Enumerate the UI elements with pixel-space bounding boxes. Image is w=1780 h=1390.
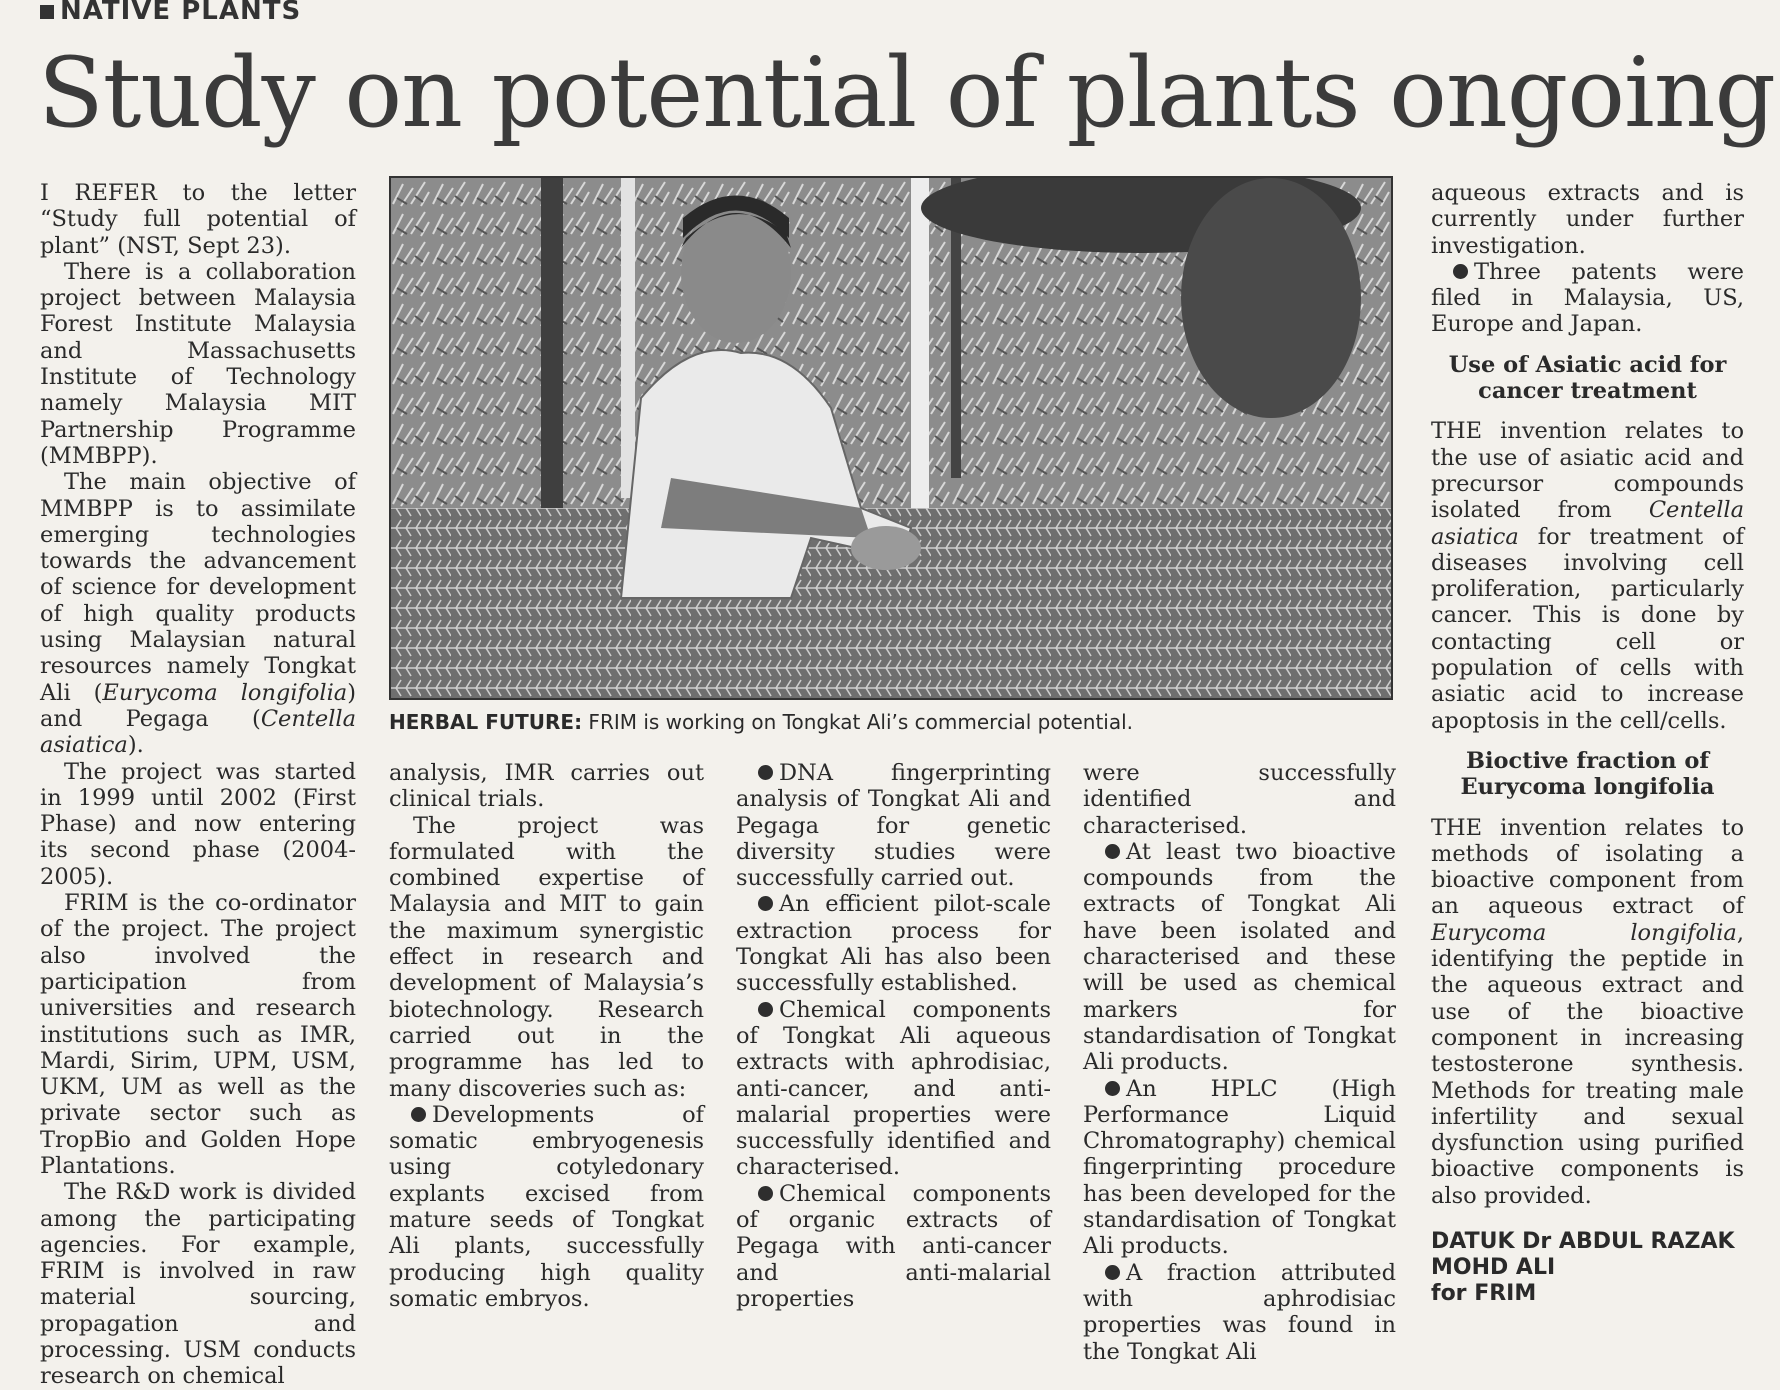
- paragraph: THE invention relates to the use of asiatic acid and precursor compounds isolated from Centella asiatica for treatment of diseases involving cell proliferation, particularly cancer. This is done by contacting cell or population of cells with asiatic acid to increase apoptosis in the cell/cells.: [1431, 418, 1744, 734]
- paragraph: I REFER to the letter “Study full potential of plant” (NST, Sept 23).: [40, 180, 356, 259]
- bullet-icon: [758, 1002, 773, 1017]
- paragraph: FRIM is the co-ordinator of the project. The project also involved the participation from universities and research institutions such as IMR, Mardi, Sirim, UPM, USM, UKM, UM as well as the private sector such as TropBio and Golden Hope Plantations.: [40, 890, 356, 1179]
- byline-line: for FRIM: [1431, 1280, 1537, 1306]
- bullet-icon: [1453, 264, 1468, 279]
- caption-text: FRIM is working on Tongkat Ali’s commercial potential.: [582, 710, 1134, 734]
- article-photo: [389, 176, 1393, 700]
- paragraph: The main objective of MMBPP is to assimilate emerging technologies towards the advancement of science for development of high quality products using Malaysian natural resources namely Tongkat Ali (Eurycoma longifolia) and Pegaga (Centella asiatica).: [40, 469, 356, 759]
- bullet-icon: [1105, 1081, 1120, 1096]
- section-label-text: NATIVE PLANTS: [60, 0, 302, 24]
- bullet-icon: [758, 1186, 773, 1201]
- bullet-icon: [758, 896, 773, 911]
- photo-man-tending-plants-icon: [391, 178, 1391, 698]
- bullet-item: An efficient pilot-scale extraction process for Tongkat Ali has also been successfully established.: [736, 891, 1051, 997]
- article-column-2: [389, 760, 704, 1312]
- byline-line: MOHD ALI: [1431, 1254, 1556, 1280]
- paragraph: THE invention relates to methods of isolating a bioactive component from an aqueous extract of Eurycoma longifolia, identifying the peptide in the aqueous extract and use of the bioactive component in increasing testosterone synthesis. Methods for treating male infertility and sexual dysfunction using purified bioactive components is also provided.: [1431, 814, 1744, 1209]
- bullet-item: Three patents were filed in Malaysia, US, Europe and Japan.: [1431, 258, 1744, 338]
- bullet-icon: [1105, 1265, 1120, 1280]
- subheading-asiatic-acid: Use of Asiatic acid for cancer treatment: [1448, 351, 1727, 405]
- subheading-bioactive-fraction: Bioctive fraction of Eurycoma longifolia: [1460, 747, 1715, 801]
- bullet-item: Chemical components of organic extracts of Pegaga with anti-cancer and anti-malarial properties: [736, 1180, 1051, 1312]
- photo-caption: [389, 709, 1399, 735]
- paragraph: There is a collaboration project between Malaysia Forest Institute Malaysia and Massachusetts Institute of Technology namely Malaysia MIT Partnership Programme (MMBPP).: [40, 258, 356, 469]
- caption-label: HERBAL FUTURE:: [389, 710, 583, 734]
- paragraph: were successfully identified and characterised.: [1083, 760, 1396, 839]
- bullet-item: A fraction attributed with aphrodisiac properties was found in the Tongkat Ali: [1083, 1259, 1396, 1365]
- paragraph: aqueous extracts and is currently under further investigation.: [1431, 180, 1744, 259]
- paragraph: analysis, IMR carries out clinical trials.: [389, 760, 704, 813]
- article-column-5: [1431, 180, 1744, 1307]
- author-byline: [1431, 1229, 1744, 1307]
- bullet-item: Developments of somatic embryogenesis using cotyledonary explants excised from mature seeds of Tongkat Ali plants, successfully producing high quality somatic embryos.: [389, 1101, 704, 1312]
- paragraph: The R&D work is divided among the participating agencies. For example, FRIM is involved in raw material sourcing, propagation and processing. USM conducts research on chemical: [40, 1179, 356, 1390]
- bullet-item: An HPLC (High Performance Liquid Chromatography) chemical fingerprinting procedure has been developed for the standardisation of Tongkat Ali products.: [1083, 1075, 1396, 1260]
- section-square-icon: [40, 5, 54, 19]
- bullet-item: DNA fingerprinting analysis of Tongkat Ali and Pegaga for genetic diversity studies were successfully carried out.: [736, 760, 1051, 892]
- bullet-icon: [1105, 844, 1120, 859]
- article-column-4: [1083, 760, 1396, 1365]
- article-column-1: [40, 180, 356, 1390]
- article-column-3: [736, 760, 1051, 1312]
- bullet-icon: [758, 765, 773, 780]
- paragraph: The project was started in 1999 until 2002 (First Phase) and now entering its second phase (2004-2005).: [40, 758, 356, 890]
- bullet-item: Chemical components of Tongkat Ali aqueous extracts with aphrodisiac, anti-cancer, and anti-malarial properties were successfully identified and characterised.: [736, 996, 1051, 1181]
- bullet-item: At least two bioactive compounds from the extracts of Tongkat Ali have been isolated and characterised and these will be used as chemical markers for standardisation of Tongkat Ali products.: [1083, 838, 1396, 1076]
- byline-line: DATUK Dr ABDUL RAZAK: [1431, 1228, 1735, 1254]
- bullet-icon: [411, 1107, 426, 1122]
- paragraph: The project was formulated with the combined expertise of Malaysia and MIT to gain the maximum synergistic effect in research and development of Malaysia’s biotechnology. Research carried out in the programme has led to many discoveries such as:: [389, 812, 704, 1102]
- headline: Study on potential of plants ongoing: [38, 37, 1775, 149]
- section-label: [40, 0, 440, 24]
